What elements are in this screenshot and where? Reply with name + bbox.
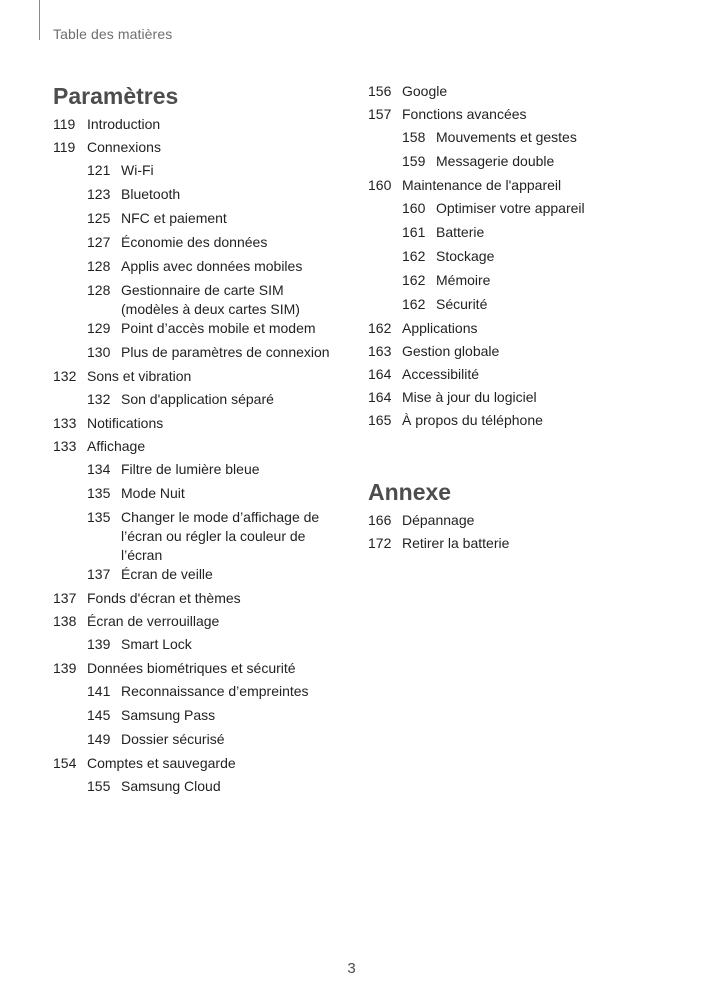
toc-subentry[interactable] xyxy=(53,635,343,659)
toc-subentry[interactable] xyxy=(368,223,668,247)
toc-entry-label: Mémoire xyxy=(436,272,491,288)
toc-page-number: 141 xyxy=(87,683,111,699)
toc-page-number: 127 xyxy=(87,234,111,250)
toc-subentry[interactable] xyxy=(53,319,343,343)
section-title-parametres: Paramètres xyxy=(53,83,179,109)
toc-page-number: 172 xyxy=(368,535,392,551)
toc-entry-label: Retirer la batterie xyxy=(402,535,510,551)
toc-entry-label: À propos du téléphone xyxy=(402,412,543,428)
toc-entry-label: Gestionnaire de carte SIM (modèles à deux cartes SIM) xyxy=(121,282,300,317)
toc-subentry[interactable] xyxy=(53,185,343,209)
toc-page-number: 133 xyxy=(53,438,77,454)
toc-page-number: 119 xyxy=(53,139,76,155)
toc-entry-label: Filtre de lumière bleue xyxy=(121,461,260,477)
header-title: Table des matières xyxy=(53,26,173,42)
toc-entry-label: Messagerie double xyxy=(436,153,555,169)
toc-subentry[interactable] xyxy=(368,199,668,223)
toc-entry-label: Applications xyxy=(402,320,478,336)
toc-entry-label: Notifications xyxy=(87,415,164,431)
toc-entry-label: Samsung Pass xyxy=(121,707,216,723)
toc-entry-label: Données biométriques et sécurité xyxy=(87,660,296,676)
toc-subentry[interactable] xyxy=(53,161,343,185)
toc-entry-label: Mise à jour du logiciel xyxy=(402,389,537,405)
toc-entry-label: Changer le mode d’affichage de l’écran ou régler la couleur de l’écran xyxy=(121,509,320,563)
toc-entry[interactable] xyxy=(53,115,343,138)
toc-entry-label: Sécurité xyxy=(436,296,488,312)
header-rule xyxy=(39,0,40,40)
toc-page-number: 123 xyxy=(87,186,111,202)
toc-entry-label: Wi-Fi xyxy=(121,162,154,178)
toc-subentry[interactable] xyxy=(53,209,343,233)
toc-entry[interactable] xyxy=(368,319,668,342)
toc-entry-label: Maintenance de l'appareil xyxy=(402,177,562,193)
toc-page-number: 129 xyxy=(87,320,111,336)
toc-entry-label: Son d'application séparé xyxy=(121,391,274,407)
toc-page-number: 128 xyxy=(87,282,111,298)
toc-right-column xyxy=(368,82,668,557)
toc-page-number: 161 xyxy=(402,224,426,240)
toc-subentry[interactable] xyxy=(53,508,343,565)
toc-entry-label: Samsung Cloud xyxy=(121,778,221,794)
toc-entry[interactable] xyxy=(368,105,668,128)
toc-page-number: 164 xyxy=(368,366,392,382)
toc-page-number: 125 xyxy=(87,210,111,226)
toc-entry-label: Fonctions avancées xyxy=(402,106,527,122)
toc-page-number: 156 xyxy=(368,83,392,99)
toc-page-number: 163 xyxy=(368,343,392,359)
toc-entry[interactable] xyxy=(53,659,343,682)
toc-entry-label: Applis avec données mobiles xyxy=(121,258,303,274)
toc-page-number: 160 xyxy=(402,200,426,216)
toc-entry-label: Mode Nuit xyxy=(121,485,185,501)
toc-entry[interactable] xyxy=(53,754,343,777)
toc-subentry[interactable] xyxy=(53,343,343,367)
toc-page-number: 165 xyxy=(368,412,392,428)
toc-entry-label: Plus de paramètres de connexion xyxy=(121,344,330,360)
toc-entry-label: Point d’accès mobile et modem xyxy=(121,320,316,336)
section-title-annexe: Annexe xyxy=(368,479,452,505)
toc-entry-label: Optimiser votre appareil xyxy=(436,200,585,216)
toc-entry[interactable] xyxy=(368,388,668,411)
toc-page-number: 166 xyxy=(368,512,392,528)
toc-entry[interactable] xyxy=(368,534,668,557)
toc-subentry[interactable] xyxy=(53,706,343,730)
toc-entry-label: Écran de veille xyxy=(121,566,213,582)
toc-subentry[interactable] xyxy=(53,390,343,414)
toc-page-number: 164 xyxy=(368,389,392,405)
toc-page-number: 121 xyxy=(87,162,111,178)
toc-entry[interactable] xyxy=(368,511,668,534)
toc-page-number: 139 xyxy=(87,636,111,652)
toc-entry[interactable] xyxy=(368,365,668,388)
toc-subentry[interactable] xyxy=(53,777,343,801)
toc-page-number: 137 xyxy=(53,590,77,606)
section-gap xyxy=(368,434,668,478)
toc-page-number: 134 xyxy=(87,461,111,477)
toc-entry-label: Écran de verrouillage xyxy=(87,613,220,629)
toc-entry-label: Affichage xyxy=(87,438,146,454)
toc-entry[interactable] xyxy=(53,414,343,437)
toc-page-number: 145 xyxy=(87,707,111,723)
toc-left-column xyxy=(53,82,343,801)
toc-page-number: 137 xyxy=(87,566,111,582)
toc-entry[interactable] xyxy=(368,411,668,434)
toc-entry-label: Comptes et sauvegarde xyxy=(87,755,236,771)
toc-entry-label: Mouvements et gestes xyxy=(436,129,577,145)
toc-subentry[interactable] xyxy=(53,730,343,754)
toc-page-number: 162 xyxy=(402,296,426,312)
toc-page-number: 158 xyxy=(402,129,426,145)
toc-entry-label: Bluetooth xyxy=(121,186,181,202)
toc-entry[interactable] xyxy=(368,176,668,199)
toc-subentry[interactable] xyxy=(368,271,668,295)
toc-page-number: 139 xyxy=(53,660,77,676)
toc-entry-label: Accessibilité xyxy=(402,366,480,382)
toc-page-number: 128 xyxy=(87,258,111,274)
toc-entry[interactable] xyxy=(53,138,343,161)
toc-entry-label: Smart Lock xyxy=(121,636,192,652)
toc-page-number: 135 xyxy=(87,509,111,525)
toc-page-number: 162 xyxy=(402,248,426,264)
toc-entry-label: Batterie xyxy=(436,224,485,240)
toc-subentry[interactable] xyxy=(368,152,668,176)
toc-page-number: 155 xyxy=(87,778,111,794)
toc-page-number: 160 xyxy=(368,177,392,193)
toc-entry-label: Fonds d'écran et thèmes xyxy=(87,590,241,606)
toc-page-number: 130 xyxy=(87,344,111,360)
toc-entry-label: NFC et paiement xyxy=(121,210,227,226)
toc-subentry[interactable] xyxy=(53,682,343,706)
toc-page-number: 159 xyxy=(402,153,426,169)
toc-entry-label: Économie des données xyxy=(121,234,268,250)
toc-subentry[interactable] xyxy=(53,460,343,484)
toc-subentry[interactable] xyxy=(53,257,343,281)
toc-entry-label: Introduction xyxy=(87,116,161,132)
toc-subentry[interactable] xyxy=(368,128,668,152)
toc-page-number: 157 xyxy=(368,106,392,122)
toc-page-number: 132 xyxy=(87,391,111,407)
page-number: 3 xyxy=(347,960,356,977)
toc-entry-label: Connexions xyxy=(87,139,161,155)
toc-subentry[interactable] xyxy=(53,484,343,508)
toc-page-number: 154 xyxy=(53,755,77,771)
toc-entry[interactable] xyxy=(368,82,668,105)
toc-entry-label: Gestion globale xyxy=(402,343,500,359)
toc-page-number: 149 xyxy=(87,731,111,747)
toc-page-number: 135 xyxy=(87,485,111,501)
toc-entry-label: Dossier sécurisé xyxy=(121,731,225,747)
toc-entry-label: Reconnaissance d’empreintes xyxy=(121,683,309,699)
toc-subentry[interactable] xyxy=(53,281,343,319)
toc-page-number: 162 xyxy=(402,272,426,288)
toc-subentry[interactable] xyxy=(53,565,343,589)
toc-entry-label: Stockage xyxy=(436,248,495,264)
toc-entry-label: Dépannage xyxy=(402,512,475,528)
toc-subentry[interactable] xyxy=(368,295,668,319)
toc-subentry[interactable] xyxy=(368,247,668,271)
toc-entry[interactable] xyxy=(53,612,343,635)
toc-entry-label: Google xyxy=(402,83,448,99)
toc-entry[interactable] xyxy=(53,437,343,460)
toc-page-number: 119 xyxy=(53,116,76,132)
toc-entry[interactable] xyxy=(368,342,668,365)
toc-entry[interactable] xyxy=(53,367,343,390)
toc-page-number: 132 xyxy=(53,368,77,384)
toc-entry-label: Sons et vibration xyxy=(87,368,192,384)
toc-page-number: 162 xyxy=(368,320,392,336)
toc-subentry[interactable] xyxy=(53,233,343,257)
toc-page-number: 138 xyxy=(53,613,77,629)
toc-page-number: 133 xyxy=(53,415,77,431)
toc-entry[interactable] xyxy=(53,589,343,612)
